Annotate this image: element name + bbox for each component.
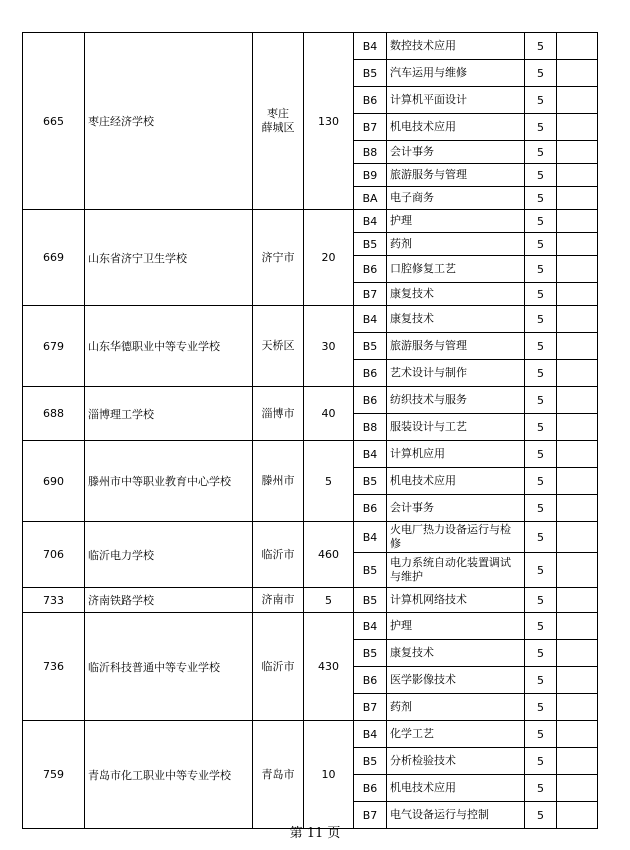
school-name: 济南铁路学校 bbox=[85, 588, 253, 613]
school-quota: 40 bbox=[304, 387, 354, 441]
blank-cell bbox=[557, 256, 598, 283]
page-number: 第 11 页 bbox=[289, 826, 341, 841]
major-name: 机电技术应用 bbox=[387, 468, 525, 495]
blank-cell bbox=[557, 588, 598, 613]
major-name: 康复技术 bbox=[387, 306, 525, 333]
school-name: 青岛市化工职业中等专业学校 bbox=[85, 721, 253, 829]
major-name: 会计事务 bbox=[387, 495, 525, 522]
major-count: 5 bbox=[525, 141, 557, 164]
table-row bbox=[23, 613, 598, 640]
major-name: 火电厂热力设备运行与检修 bbox=[387, 522, 525, 553]
major-code: B7 bbox=[354, 283, 387, 306]
major-name: 机电技术应用 bbox=[387, 775, 525, 802]
major-count: 5 bbox=[525, 721, 557, 748]
blank-cell bbox=[557, 522, 598, 553]
blank-cell bbox=[557, 87, 598, 114]
table-row bbox=[23, 306, 598, 333]
major-code: B4 bbox=[354, 441, 387, 468]
school-location: 淄博市 bbox=[253, 387, 304, 441]
major-name: 护理 bbox=[387, 210, 525, 233]
major-code: B5 bbox=[354, 553, 387, 588]
school-name: 临沂电力学校 bbox=[85, 522, 253, 588]
major-name: 分析检验技术 bbox=[387, 748, 525, 775]
major-name: 纺织技术与服务 bbox=[387, 387, 525, 414]
major-count: 5 bbox=[525, 360, 557, 387]
major-count: 5 bbox=[525, 210, 557, 233]
table-row bbox=[23, 33, 598, 60]
enrollment-table bbox=[22, 32, 598, 829]
blank-cell bbox=[557, 667, 598, 694]
major-code: B8 bbox=[354, 141, 387, 164]
major-code: B7 bbox=[354, 114, 387, 141]
major-count: 5 bbox=[525, 640, 557, 667]
major-name: 数控技术应用 bbox=[387, 33, 525, 60]
major-code: B4 bbox=[354, 306, 387, 333]
blank-cell bbox=[557, 306, 598, 333]
school-quota: 30 bbox=[304, 306, 354, 387]
school-id: 690 bbox=[23, 441, 85, 522]
major-name: 旅游服务与管理 bbox=[387, 164, 525, 187]
major-code: B6 bbox=[354, 495, 387, 522]
school-name: 临沂科技普通中等专业学校 bbox=[85, 613, 253, 721]
table-row bbox=[23, 441, 598, 468]
major-code: B9 bbox=[354, 164, 387, 187]
blank-cell bbox=[557, 164, 598, 187]
blank-cell bbox=[557, 468, 598, 495]
major-name: 计算机平面设计 bbox=[387, 87, 525, 114]
school-location: 济南市 bbox=[253, 588, 304, 613]
school-name: 枣庄经济学校 bbox=[85, 33, 253, 210]
major-name: 口腔修复工艺 bbox=[387, 256, 525, 283]
major-code: B5 bbox=[354, 233, 387, 256]
major-count: 5 bbox=[525, 60, 557, 87]
major-name: 护理 bbox=[387, 613, 525, 640]
school-quota: 5 bbox=[304, 441, 354, 522]
school-location: 临沂市 bbox=[253, 522, 304, 588]
school-quota: 5 bbox=[304, 588, 354, 613]
blank-cell bbox=[557, 60, 598, 87]
major-name: 康复技术 bbox=[387, 283, 525, 306]
major-code: B4 bbox=[354, 522, 387, 553]
major-name: 服装设计与工艺 bbox=[387, 414, 525, 441]
major-count: 5 bbox=[525, 553, 557, 588]
major-count: 5 bbox=[525, 164, 557, 187]
major-code: B5 bbox=[354, 333, 387, 360]
major-count: 5 bbox=[525, 667, 557, 694]
major-code: B5 bbox=[354, 640, 387, 667]
blank-cell bbox=[557, 721, 598, 748]
major-count: 5 bbox=[525, 233, 557, 256]
school-name: 淄博理工学校 bbox=[85, 387, 253, 441]
major-code: B5 bbox=[354, 588, 387, 613]
school-name: 山东华德职业中等专业学校 bbox=[85, 306, 253, 387]
major-count: 5 bbox=[525, 495, 557, 522]
major-name: 药剂 bbox=[387, 694, 525, 721]
blank-cell bbox=[557, 233, 598, 256]
major-code: B6 bbox=[354, 360, 387, 387]
major-count: 5 bbox=[525, 33, 557, 60]
major-name: 计算机应用 bbox=[387, 441, 525, 468]
blank-cell bbox=[557, 613, 598, 640]
blank-cell bbox=[557, 748, 598, 775]
school-location: 青岛市 bbox=[253, 721, 304, 829]
major-name: 化学工艺 bbox=[387, 721, 525, 748]
blank-cell bbox=[557, 387, 598, 414]
major-name: 计算机网络技术 bbox=[387, 588, 525, 613]
major-count: 5 bbox=[525, 522, 557, 553]
major-name: 电子商务 bbox=[387, 187, 525, 210]
blank-cell bbox=[557, 441, 598, 468]
major-code: B7 bbox=[354, 694, 387, 721]
blank-cell bbox=[557, 414, 598, 441]
blank-cell bbox=[557, 694, 598, 721]
school-location: 济宁市 bbox=[253, 210, 304, 306]
major-count: 5 bbox=[525, 588, 557, 613]
major-count: 5 bbox=[525, 187, 557, 210]
major-code: B4 bbox=[354, 721, 387, 748]
school-id: 733 bbox=[23, 588, 85, 613]
blank-cell bbox=[557, 114, 598, 141]
major-name: 汽车运用与维修 bbox=[387, 60, 525, 87]
table-row bbox=[23, 522, 598, 553]
school-quota: 430 bbox=[304, 613, 354, 721]
school-location: 枣庄 薛城区 bbox=[253, 33, 304, 210]
blank-cell bbox=[557, 141, 598, 164]
major-code: BA bbox=[354, 187, 387, 210]
major-count: 5 bbox=[525, 613, 557, 640]
major-count: 5 bbox=[525, 414, 557, 441]
table-row bbox=[23, 387, 598, 414]
blank-cell bbox=[557, 210, 598, 233]
major-code: B8 bbox=[354, 414, 387, 441]
major-code: B4 bbox=[354, 33, 387, 60]
major-count: 5 bbox=[525, 306, 557, 333]
major-name: 机电技术应用 bbox=[387, 114, 525, 141]
major-code: B6 bbox=[354, 667, 387, 694]
school-id: 679 bbox=[23, 306, 85, 387]
major-code: B4 bbox=[354, 613, 387, 640]
major-name: 电气设备运行与控制 bbox=[387, 802, 525, 829]
school-location: 滕州市 bbox=[253, 441, 304, 522]
major-count: 5 bbox=[525, 87, 557, 114]
major-count: 5 bbox=[525, 256, 557, 283]
blank-cell bbox=[557, 640, 598, 667]
major-count: 5 bbox=[525, 333, 557, 360]
major-name: 医学影像技术 bbox=[387, 667, 525, 694]
major-name: 药剂 bbox=[387, 233, 525, 256]
school-quota: 460 bbox=[304, 522, 354, 588]
blank-cell bbox=[557, 495, 598, 522]
major-code: B6 bbox=[354, 775, 387, 802]
blank-cell bbox=[557, 360, 598, 387]
major-count: 5 bbox=[525, 114, 557, 141]
school-quota: 10 bbox=[304, 721, 354, 829]
major-code: B5 bbox=[354, 468, 387, 495]
major-code: B7 bbox=[354, 802, 387, 829]
table-row bbox=[23, 721, 598, 748]
school-id: 665 bbox=[23, 33, 85, 210]
school-quota: 130 bbox=[304, 33, 354, 210]
major-count: 5 bbox=[525, 694, 557, 721]
school-location: 临沂市 bbox=[253, 613, 304, 721]
school-id: 669 bbox=[23, 210, 85, 306]
major-name: 电力系统自动化装置调试与维护 bbox=[387, 553, 525, 588]
table-row bbox=[23, 588, 598, 613]
blank-cell bbox=[557, 553, 598, 588]
major-count: 5 bbox=[525, 775, 557, 802]
major-count: 5 bbox=[525, 802, 557, 829]
major-code: B6 bbox=[354, 87, 387, 114]
major-name: 艺术设计与制作 bbox=[387, 360, 525, 387]
blank-cell bbox=[557, 775, 598, 802]
blank-cell bbox=[557, 187, 598, 210]
school-name: 滕州市中等职业教育中心学校 bbox=[85, 441, 253, 522]
major-code: B6 bbox=[354, 387, 387, 414]
major-count: 5 bbox=[525, 441, 557, 468]
blank-cell bbox=[557, 33, 598, 60]
school-location: 天桥区 bbox=[253, 306, 304, 387]
major-name: 康复技术 bbox=[387, 640, 525, 667]
major-code: B4 bbox=[354, 210, 387, 233]
school-id: 759 bbox=[23, 721, 85, 829]
major-count: 5 bbox=[525, 387, 557, 414]
major-name: 会计事务 bbox=[387, 141, 525, 164]
major-name: 旅游服务与管理 bbox=[387, 333, 525, 360]
school-name: 山东省济宁卫生学校 bbox=[85, 210, 253, 306]
major-count: 5 bbox=[525, 748, 557, 775]
school-id: 688 bbox=[23, 387, 85, 441]
table-body bbox=[23, 33, 598, 829]
school-id: 736 bbox=[23, 613, 85, 721]
school-quota: 20 bbox=[304, 210, 354, 306]
blank-cell bbox=[557, 283, 598, 306]
major-count: 5 bbox=[525, 468, 557, 495]
school-id: 706 bbox=[23, 522, 85, 588]
major-count: 5 bbox=[525, 283, 557, 306]
major-code: B6 bbox=[354, 256, 387, 283]
major-code: B5 bbox=[354, 748, 387, 775]
blank-cell bbox=[557, 333, 598, 360]
table-row bbox=[23, 210, 598, 233]
major-code: B5 bbox=[354, 60, 387, 87]
